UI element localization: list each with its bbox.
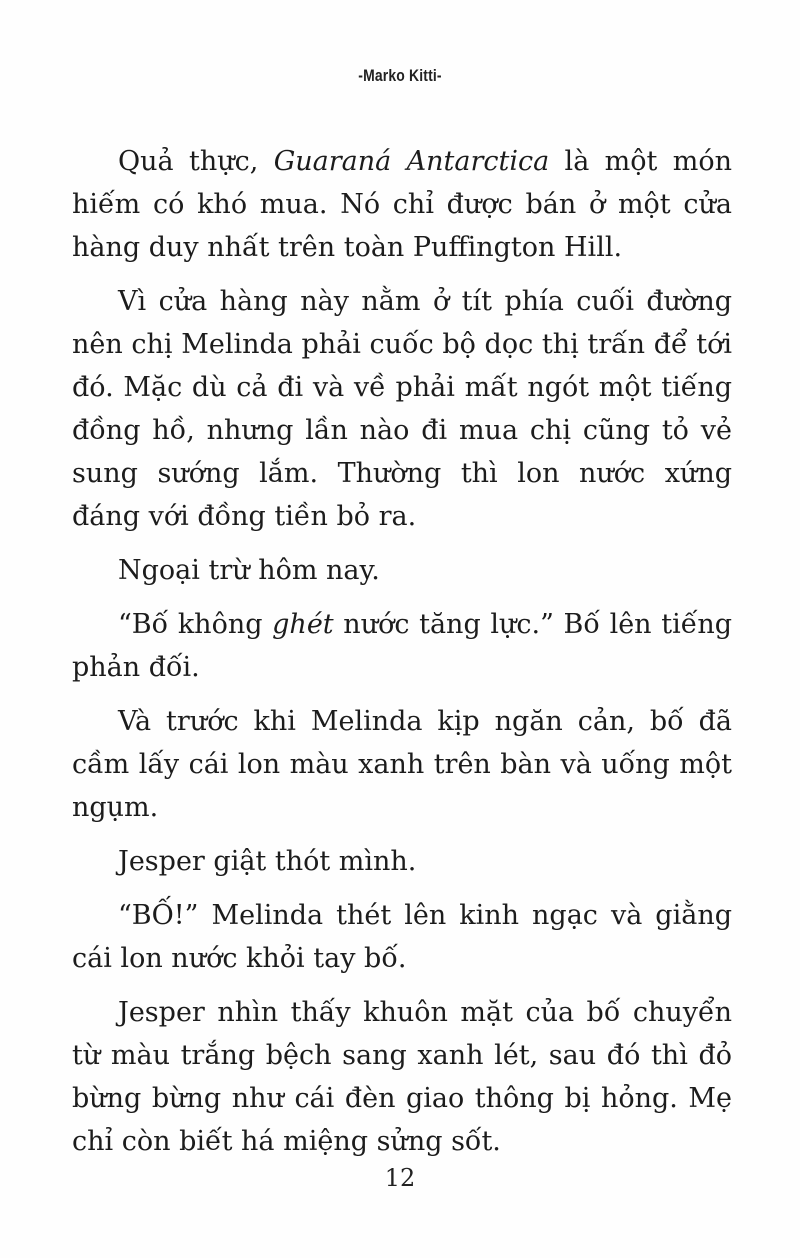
paragraph-5: Và trước khi Melinda kịp ngăn cản, bố đã cầm lấy cái lon màu xanh trên bàn và uống một ngụm.	[72, 706, 732, 823]
paragraph-4-italic: ghét	[272, 609, 334, 640]
paragraph-7: “BỐ!” Melinda thét lên kinh ngạc và giằng cái lon nước khỏi tay bố.	[72, 900, 732, 974]
paragraph-4-start: “Bố không	[118, 609, 273, 640]
body-text	[72, 140, 732, 1174]
running-header: -Marko Kitti-	[358, 66, 442, 85]
paragraph-3: Ngoại trừ hôm nay.	[118, 555, 380, 586]
paragraph-8: Jesper nhìn thấy khuôn mặt của bố chuyển từ màu trắng bệch sang xanh lét, sau đó thì đỏ bừng bừng như cái đèn giao thông bị hỏng. Mẹ chỉ còn biết há miệng sửng sốt.	[72, 997, 732, 1157]
paragraph-1-start: Quả thực,	[118, 146, 274, 177]
paragraph-1-italic: Guaraná Antarctica	[273, 146, 550, 177]
paragraph-1	[72, 140, 732, 269]
page-number: 12	[384, 1164, 416, 1192]
paragraph-6: Jesper giật thót mình.	[118, 846, 417, 877]
paragraph-4	[72, 603, 732, 689]
paragraph-1-end: là một món hiếm có khó mua. Nó chỉ được bán ở một cửa hàng duy nhất trên toàn Puffington Hill.	[72, 146, 732, 263]
paragraph-2: Vì cửa hàng này nằm ở tít phía cuối đường nên chị Melinda phải cuốc bộ dọc thị trấn để tới đó. Mặc dù cả đi và về phải mất ngót một tiếng đồng hồ, nhưng lần nào đi mua chị cũng tỏ vẻ sung sướng lắm. Thường thì lon nước xứng đáng với đồng tiền bỏ ra.	[72, 286, 732, 532]
paragraph-4-end: nước tăng lực.” Bố lên tiếng phản đối.	[72, 609, 732, 683]
